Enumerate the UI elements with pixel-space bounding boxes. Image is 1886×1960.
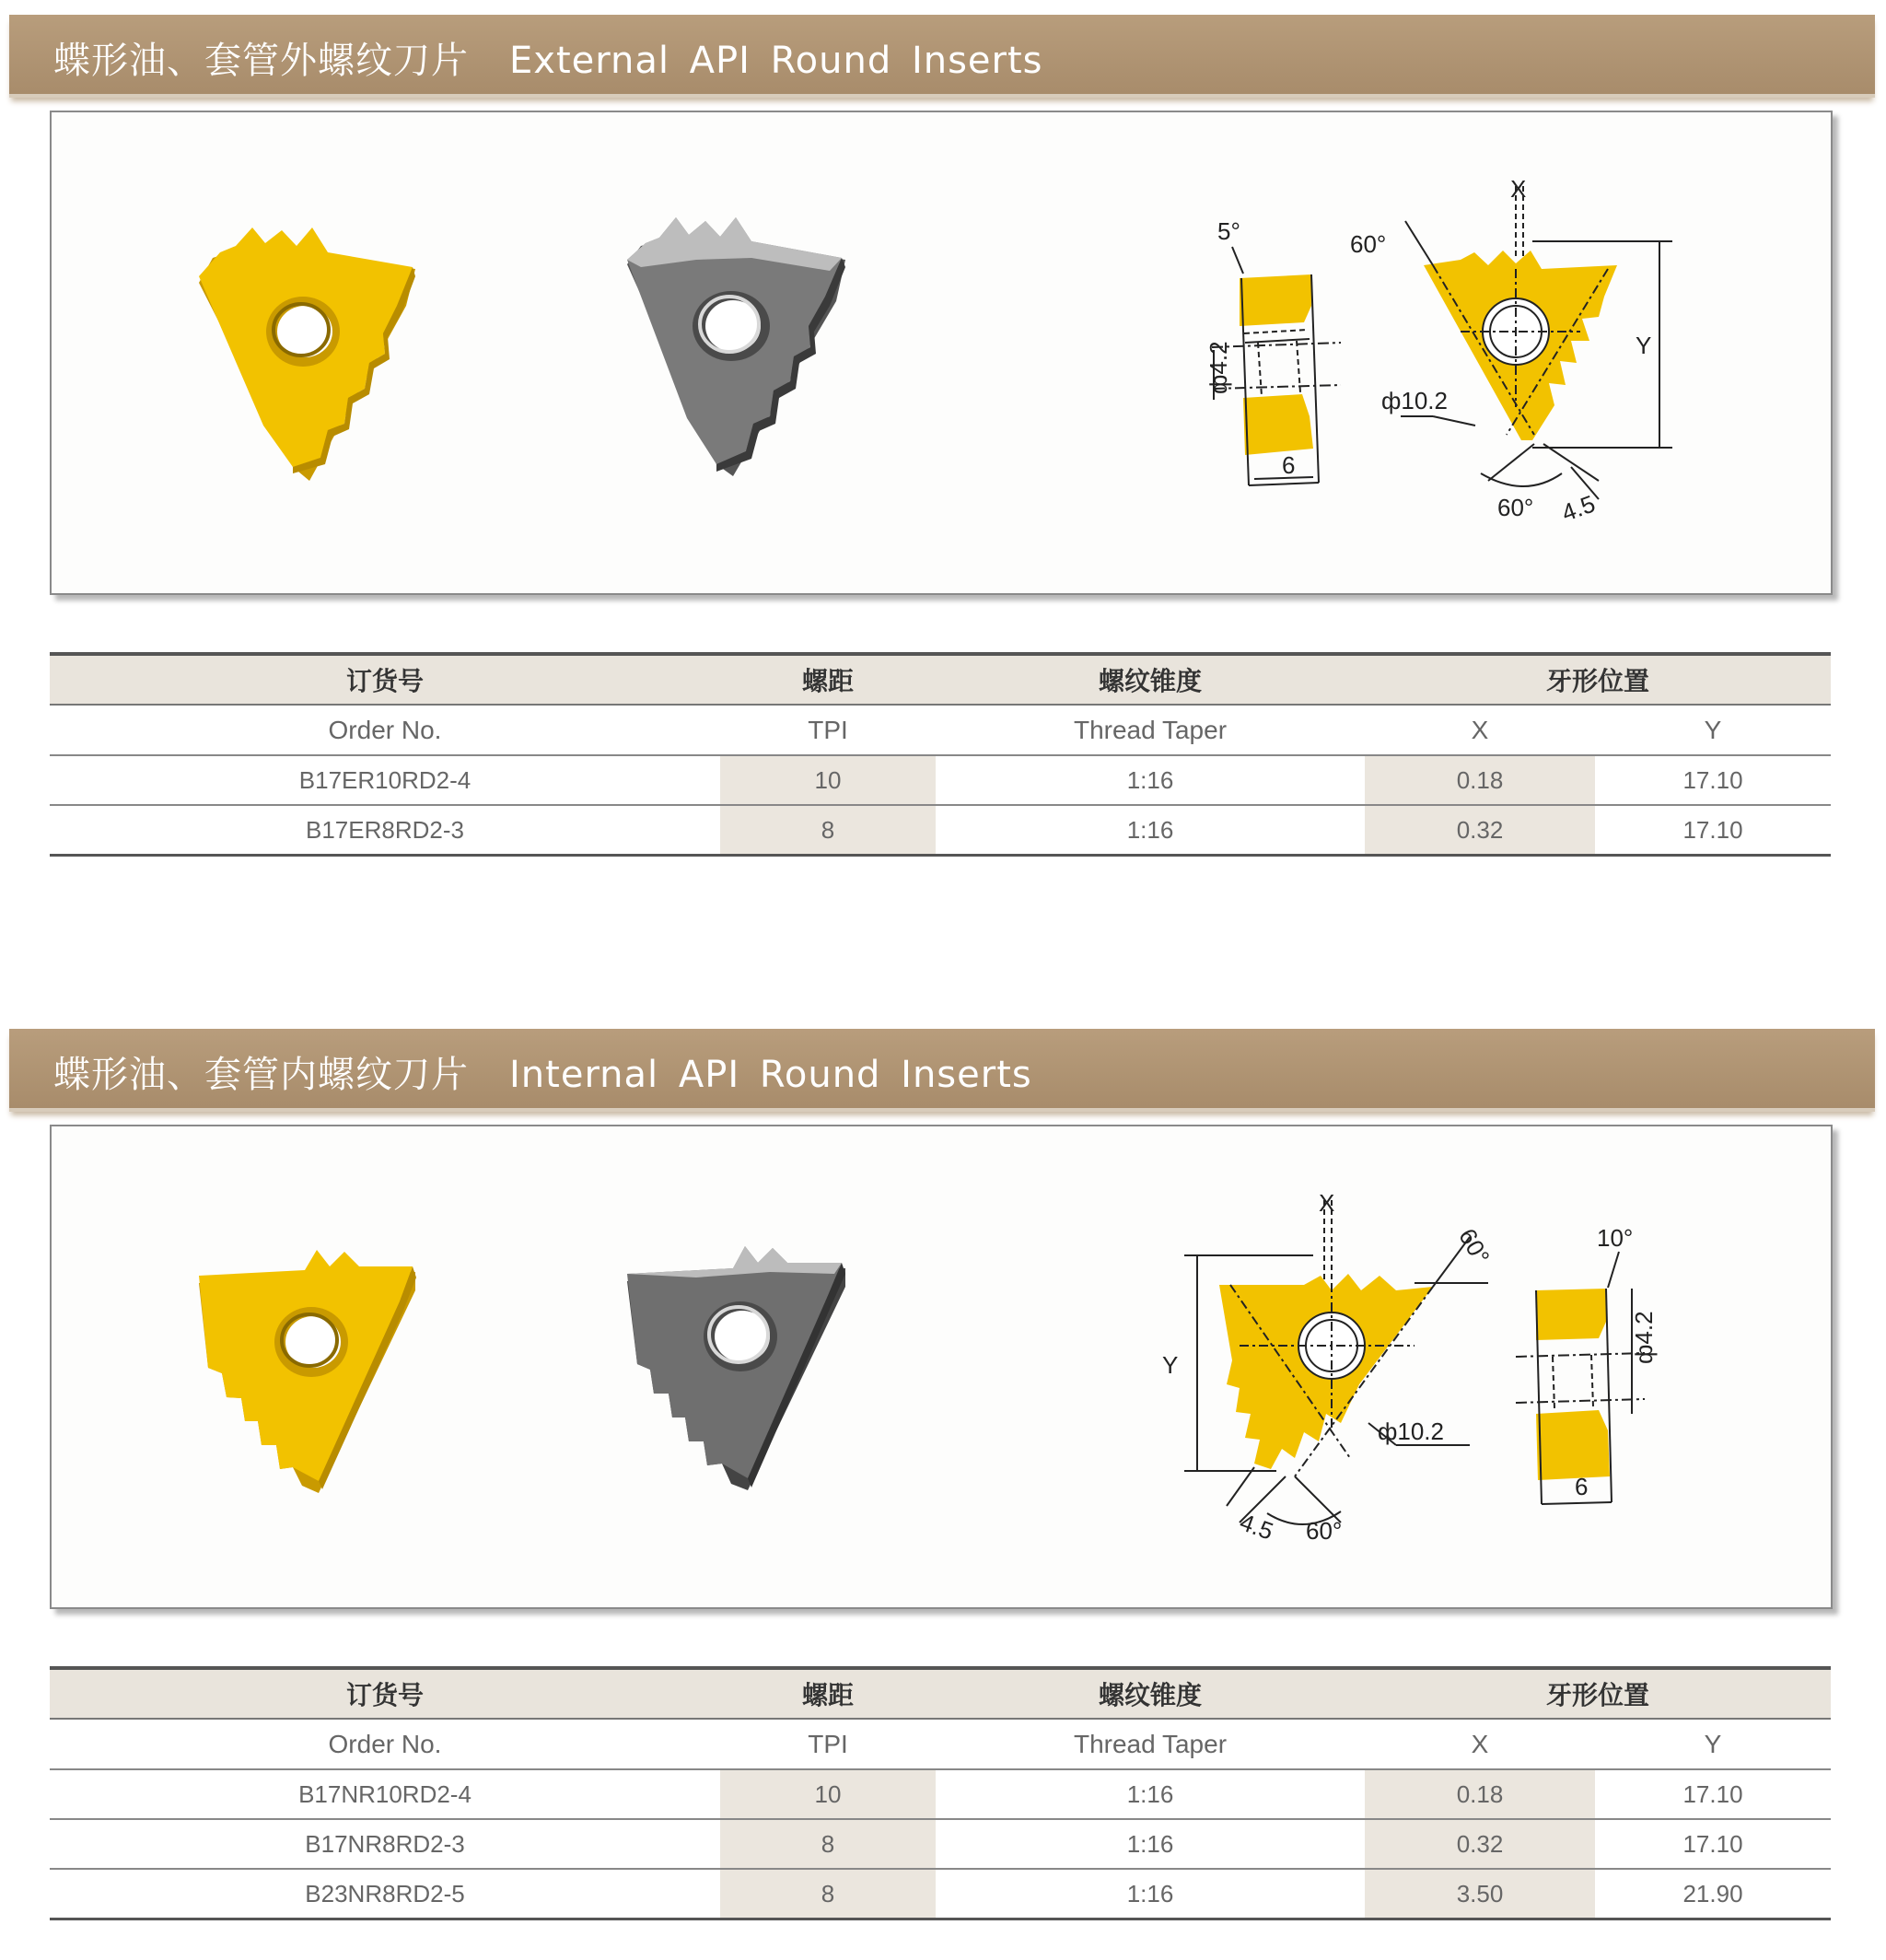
col-pos-zh: 牙形位置 bbox=[1365, 654, 1831, 705]
cell-taper: 1:16 bbox=[936, 1869, 1365, 1919]
col-y-en: Y bbox=[1595, 705, 1831, 755]
cell-order: B17ER10RD2-4 bbox=[50, 755, 720, 805]
table-row bbox=[50, 1869, 1831, 1919]
gold-insert-image bbox=[199, 228, 415, 481]
col-order-zh: 订货号 bbox=[50, 654, 720, 705]
cell-taper: 1:16 bbox=[936, 755, 1365, 805]
cell-tpi: 8 bbox=[720, 1819, 936, 1869]
hole-large-label: ф10.2 bbox=[1378, 1418, 1444, 1445]
cell-taper: 1:16 bbox=[936, 1769, 1365, 1819]
tooth-label: 4.5 bbox=[1557, 489, 1599, 527]
cell-x: 3.50 bbox=[1365, 1869, 1595, 1919]
cell-taper: 1:16 bbox=[936, 805, 1365, 856]
cell-order: B23NR8RD2-5 bbox=[50, 1869, 720, 1919]
col-taper-zh: 螺纹锥度 bbox=[936, 1668, 1365, 1719]
angle-bottom-label: 60° bbox=[1306, 1517, 1343, 1545]
col-x-en: X bbox=[1365, 1719, 1595, 1769]
table-header-en bbox=[50, 705, 1831, 755]
title-en: External API Round Inserts bbox=[509, 40, 1043, 82]
col-order-zh: 订货号 bbox=[50, 1668, 720, 1719]
angle-top-label: 10° bbox=[1597, 1224, 1634, 1252]
cell-y: 17.10 bbox=[1595, 1819, 1831, 1869]
section-title bbox=[53, 31, 1043, 84]
dimension-labels bbox=[1205, 175, 1651, 527]
cell-tpi: 10 bbox=[720, 755, 936, 805]
hole-small-label: ф4.2 bbox=[1630, 1311, 1658, 1364]
title-zh: 蝶形油、套管外螺纹刀片 bbox=[53, 40, 469, 82]
angle-tri-label: 60° bbox=[1453, 1223, 1496, 1269]
section-banner bbox=[9, 1029, 1875, 1112]
x-label: X bbox=[1319, 1189, 1335, 1217]
y-label: Y bbox=[1162, 1351, 1179, 1379]
angle-bottom-label: 60° bbox=[1497, 494, 1534, 521]
angle-tri-label: 60° bbox=[1350, 230, 1387, 258]
section-banner bbox=[9, 15, 1875, 98]
table-row bbox=[50, 805, 1831, 856]
gray-insert-image bbox=[627, 217, 845, 476]
hole-small-label: ф4.2 bbox=[1205, 341, 1232, 394]
col-y-en: Y bbox=[1595, 1719, 1831, 1769]
cell-y: 17.10 bbox=[1595, 1769, 1831, 1819]
cell-order: B17ER8RD2-3 bbox=[50, 805, 720, 856]
cell-tpi: 8 bbox=[720, 1869, 936, 1919]
col-taper-en: Thread Taper bbox=[936, 1719, 1365, 1769]
cell-y: 21.90 bbox=[1595, 1869, 1831, 1919]
col-taper-zh: 螺纹锥度 bbox=[936, 654, 1365, 705]
cell-x: 0.32 bbox=[1365, 805, 1595, 856]
spec-table bbox=[50, 1666, 1831, 1920]
cell-y: 17.10 bbox=[1595, 805, 1831, 856]
x-label: X bbox=[1510, 175, 1527, 203]
section-title bbox=[53, 1045, 1032, 1098]
col-tpi-en: TPI bbox=[720, 705, 936, 755]
y-label: Y bbox=[1636, 332, 1652, 359]
col-pos-zh: 牙形位置 bbox=[1365, 1668, 1831, 1719]
col-order-en: Order No. bbox=[50, 705, 720, 755]
width-label: 6 bbox=[1282, 451, 1296, 479]
cell-x: 0.18 bbox=[1365, 1769, 1595, 1819]
gray-insert-image bbox=[627, 1246, 845, 1490]
cell-order: B17NR8RD2-3 bbox=[50, 1819, 720, 1869]
col-tpi-en: TPI bbox=[720, 1719, 936, 1769]
col-tpi-zh: 螺距 bbox=[720, 654, 936, 705]
table-row bbox=[50, 755, 1831, 805]
col-x-en: X bbox=[1365, 705, 1595, 755]
cell-x: 0.32 bbox=[1365, 1819, 1595, 1869]
technical-drawing bbox=[1212, 186, 1672, 499]
tooth-label: 4.5 bbox=[1236, 1508, 1277, 1546]
table-header-en bbox=[50, 1719, 1831, 1769]
cell-x: 0.18 bbox=[1365, 755, 1595, 805]
table-row bbox=[50, 1769, 1831, 1819]
title-zh: 蝶形油、套管内螺纹刀片 bbox=[53, 1054, 469, 1096]
table-header-zh bbox=[50, 654, 1831, 705]
spec-table bbox=[50, 652, 1831, 857]
col-order-en: Order No. bbox=[50, 1719, 720, 1769]
width-label: 6 bbox=[1575, 1473, 1589, 1500]
product-image-panel bbox=[50, 111, 1833, 595]
cell-y: 17.10 bbox=[1595, 755, 1831, 805]
col-tpi-zh: 螺距 bbox=[720, 1668, 936, 1719]
cell-tpi: 8 bbox=[720, 805, 936, 856]
hole-large-label: ф10.2 bbox=[1381, 387, 1448, 414]
angle-top-label: 5° bbox=[1217, 217, 1240, 245]
title-en: Internal API Round Inserts bbox=[509, 1054, 1032, 1096]
cell-taper: 1:16 bbox=[936, 1819, 1365, 1869]
cell-tpi: 10 bbox=[720, 1769, 936, 1819]
cell-order: B17NR10RD2-4 bbox=[50, 1769, 720, 1819]
product-image-panel bbox=[50, 1125, 1833, 1609]
table-header-zh bbox=[50, 1668, 1831, 1719]
gold-insert-image bbox=[199, 1250, 416, 1493]
table-row bbox=[50, 1819, 1831, 1869]
col-taper-en: Thread Taper bbox=[936, 705, 1365, 755]
